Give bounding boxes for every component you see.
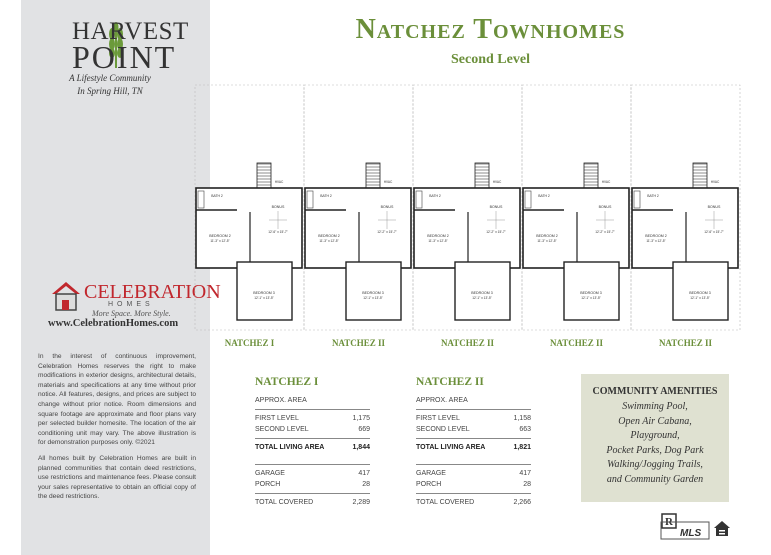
table-row: SECOND LEVEL 669 (255, 426, 370, 433)
approx-area-label: APPROX. AREA (255, 397, 307, 404)
unit-outline (414, 188, 520, 268)
table-row: GARAGE 417 (416, 470, 531, 477)
svg-text:MLS: MLS (680, 528, 702, 539)
unit-outline (305, 188, 411, 268)
room-label-hvac: HVAC (601, 180, 611, 184)
room-label-hvac: HVAC (383, 180, 393, 184)
room-dims-bonus: 12'-2" x 15'-7" (595, 230, 615, 234)
room-label-bedroom-2: BEDROOM 2 (645, 234, 667, 238)
unit-outline (632, 188, 738, 268)
approx-area-label: APPROX. AREA (416, 397, 468, 404)
svg-text:R: R (665, 516, 673, 528)
unit-plan (304, 85, 413, 330)
room-label-bedroom-2: BEDROOM 2 (209, 234, 231, 238)
room-dims-bonus: 12'-2" x 15'-7" (377, 230, 397, 234)
room-label-bonus: BONUS (380, 205, 394, 209)
room-label-bath: BATH 2 (429, 194, 441, 198)
room-label-bedroom-3: BEDROOM 3 (471, 291, 493, 295)
realtor-r-icon (662, 514, 676, 528)
table-row: FIRST LEVEL 1,175 (255, 415, 370, 422)
equal-housing-icon (714, 521, 730, 536)
community-amenities (581, 374, 729, 502)
disclaimer: In the interest of continuous improvement, Celebration Homes reserves the right to make modifications in exterior designs, architectural details, materials and specifications at any time without prior notice. All features, designs, and prices are subject to change without prior notice. Room dimensions and square footage are approximate and floor plans vary per selected builder homesite. The location of the air conditioning unit may vary. The above illustration is for demonstration purposes only. ©2021 All homes built by Celebration Homes are built in planned communities that contain deed restrictions, use restrictions and maintenance fees. Please consult your sales representative to obtain an official copy of the deed restrictions. (38, 353, 196, 501)
room-label-bath: BATH 2 (211, 194, 223, 198)
table-row: FIRST LEVEL 1,158 (416, 415, 531, 422)
room-label-bath: BATH 2 (320, 194, 332, 198)
table-row: PORCH 28 (255, 481, 370, 488)
room-dims-bonus: 12'-2" x 15'-7" (486, 230, 506, 234)
room-dims-bedroom-3: 12'-1" x 13'-5" (363, 296, 383, 300)
room-label-bedroom-3: BEDROOM 3 (253, 291, 275, 295)
table-row: TOTAL COVERED 2,289 (255, 499, 370, 506)
unit-label: NATCHEZ II (331, 338, 386, 348)
area-table-natchez-ii (416, 376, 531, 508)
unit-outline (196, 188, 302, 268)
table-row: SECOND LEVEL 663 (416, 426, 531, 433)
unit-outline (523, 188, 629, 268)
amenity-item: Walking/Jogging Trails, (607, 459, 703, 470)
unit-plan (631, 85, 740, 330)
room-label-bath: BATH 2 (647, 194, 659, 198)
room-dims-bonus: 12'-6" x 15'-7" (268, 230, 288, 234)
table-row: PORCH 28 (416, 481, 531, 488)
amenities-title: COMMUNITY AMENITIES (592, 386, 718, 397)
room-label-hvac: HVAC (492, 180, 502, 184)
unit-label: NATCHEZ II (549, 338, 604, 348)
amenity-item: Swimming Pool, (622, 401, 688, 412)
room-dims-bedroom-2: 11'-3" x 12'-5" (646, 239, 666, 243)
table-row-total: TOTAL LIVING AREA 1,844 (255, 444, 370, 451)
page-subtitle: Second Level (451, 52, 530, 67)
room-label-bonus: BONUS (489, 205, 503, 209)
room-label-bonus: BONUS (271, 205, 285, 209)
amenity-item: Pocket Parks, Dog Park (606, 444, 704, 456)
builder-slogan: More Space. More Style. (92, 309, 171, 318)
room-label-bath: BATH 2 (538, 194, 550, 198)
room-label-bonus: BONUS (707, 205, 721, 209)
table-row: TOTAL COVERED 2,266 (416, 499, 531, 506)
room-dims-bedroom-3: 12'-1" x 13'-5" (254, 296, 274, 300)
area-table-natchez-i (255, 376, 370, 508)
room-dims-bedroom-3: 12'-1" x 13'-5" (690, 296, 710, 300)
page-title: Natchez Townhomes (355, 14, 626, 45)
room-dims-bedroom-2: 11'-3" x 12'-5" (210, 239, 230, 243)
room-dims-bedroom-3: 12'-1" x 13'-5" (581, 296, 601, 300)
room-dims-bedroom-2: 11'-3" x 12'-5" (319, 239, 339, 243)
unit-label: NATCHEZ I (224, 338, 275, 348)
room-label-hvac: HVAC (710, 180, 720, 184)
table-row-total: TOTAL LIVING AREA 1,821 (416, 444, 531, 451)
brand-logo: HARVEST POINT (72, 18, 189, 75)
room-label-bedroom-2: BEDROOM 2 (427, 234, 449, 238)
room-label-bonus: BONUS (598, 205, 612, 209)
room-label-bedroom-2: BEDROOM 2 (536, 234, 558, 238)
room-label-bedroom-3: BEDROOM 3 (689, 291, 711, 295)
room-dims-bedroom-3: 12'-1" x 13'-5" (472, 296, 492, 300)
builder-logo-sub: HOMES (108, 301, 154, 308)
room-dims-bedroom-2: 11'-3" x 12'-5" (537, 239, 557, 243)
unit-plan (522, 85, 631, 330)
table-title: NATCHEZ I (255, 376, 319, 388)
unit-plan (413, 85, 522, 330)
amenity-item: and Community Garden (606, 473, 704, 485)
unit-label: NATCHEZ II (658, 338, 713, 348)
amenity-item: Playground, (630, 430, 680, 441)
brand-tagline: A Lifestyle Community In Spring Hill, TN (69, 73, 151, 96)
table-row: GARAGE 417 (255, 470, 370, 477)
room-label-bedroom-3: BEDROOM 3 (362, 291, 384, 295)
room-dims-bonus: 12'-6" x 15'-7" (704, 230, 724, 234)
unit-plan (195, 85, 304, 330)
room-dims-bedroom-2: 11'-3" x 12'-5" (428, 239, 448, 243)
room-label-bedroom-2: BEDROOM 2 (318, 234, 340, 238)
amenity-item: Open Air Cabana, (618, 415, 692, 427)
table-title: NATCHEZ II (416, 376, 484, 388)
room-label-bedroom-3: BEDROOM 3 (580, 291, 602, 295)
builder-logo: CELEBRATION (84, 281, 221, 303)
builder-url[interactable]: www.CelebrationHomes.com (48, 318, 179, 329)
unit-label: NATCHEZ II (440, 338, 495, 348)
room-label-hvac: HVAC (274, 180, 284, 184)
